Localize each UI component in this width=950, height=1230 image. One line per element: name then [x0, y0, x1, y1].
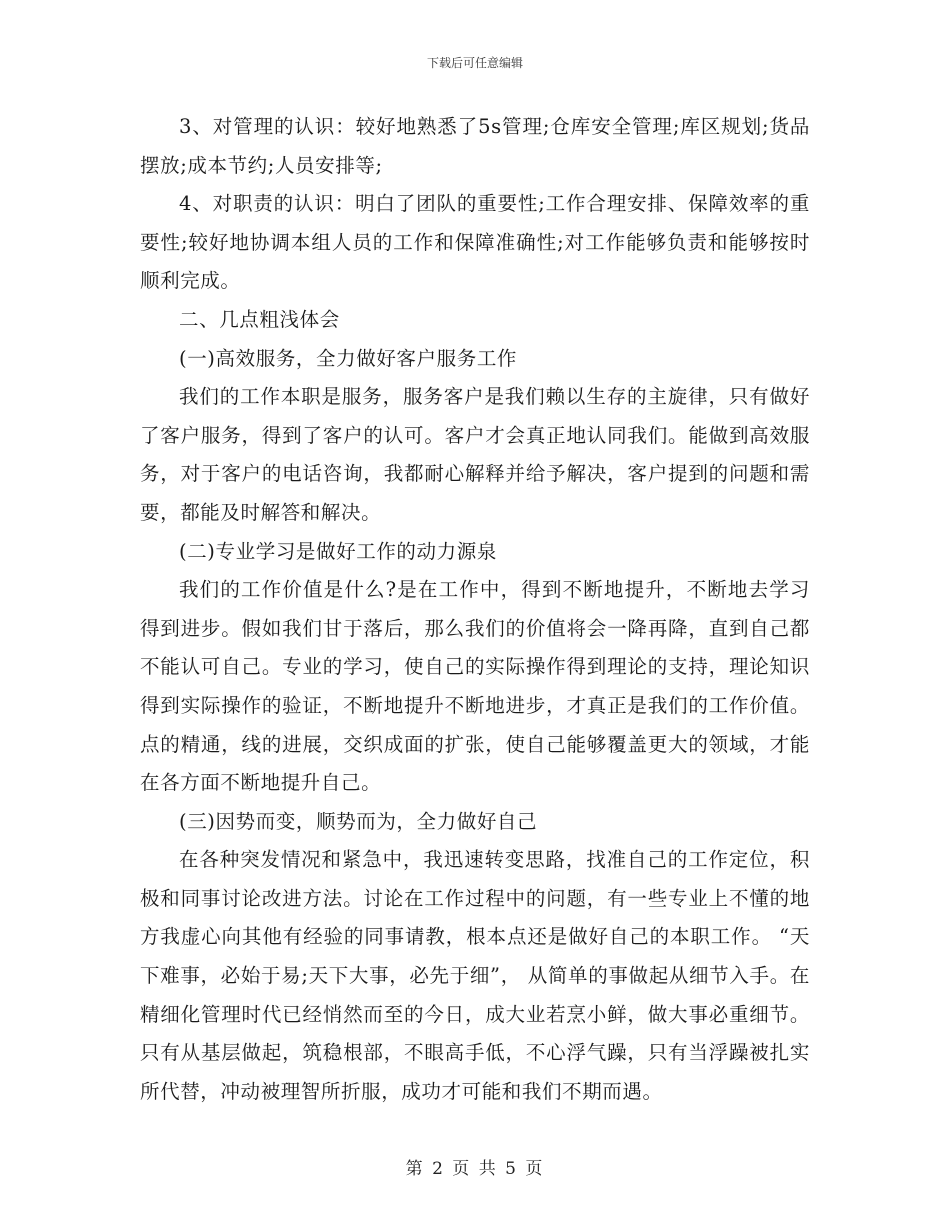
paragraph-management-awareness: 3、对管理的认识：较好地熟悉了5s管理;仓库安全管理;库区规划;货品摆放;成本节约;人员安排等;: [140, 115, 810, 177]
paragraph-responsibility-awareness: 4、对职责的认识：明白了团队的重要性;工作合理安排、保障效率的重要性;较好地协调本组人员的工作和保障准确性;对工作能够负责和能够按时顺利完成。: [140, 192, 810, 293]
paragraph-work-value: 我们的工作价值是什么?是在工作中，得到不断地提升，不断地去学习得到进步。假如我们甘于落后，那么我们的价值将会一降再降，直到自己都不能认可自己。专业的学习，使自己的实际操作得到理论的支持，理论知识得到实际操作的验证，不断地提升不断地进步，才真正是我们的工作价值。点的精通，线的进展，交织成面的扩张，使自己能够覆盖更大的领域，才能在各方面不断地提升自己。: [140, 578, 810, 795]
subheading-professional-learning: (二)专业学习是做好工作的动力源泉: [179, 539, 497, 563]
subheading-efficient-service: (一)高效服务，全力做好客户服务工作: [179, 346, 518, 370]
paragraph-customer-service: 我们的工作本职是服务，服务客户是我们赖以生存的主旋律，只有做好了客户服务，得到了客户的认可。客户才会真正地认同我们。能做到高效服务，对于客户的电话咨询，我都耐心解释并给予解决，客户提到的问题和需要，都能及时解答和解决。: [140, 385, 810, 524]
paragraph-emergency-handling: 在各种突发情况和紧急中，我迅速转变思路，找准自己的工作定位，积极和同事讨论改进方法。讨论在工作过程中的问题，有一些专业上不懂的地方我虚心向其他有经验的同事请教，根本点还是做好自己的本职工作。 “天下难事，必始于易;天下大事，必先于细”， 从简单的事做起从细节入手。在精细化管理时代已经悄然而至的今日，成大业若烹小鲜，做大事必重细节。只有从基层做起，筑稳根部，不眼高手低，不心浮气躁，只有当浮躁被扎实所代替，冲动被理智所折服，成功才可能和我们不期而遇。: [140, 848, 810, 1103]
subheading-adapt-to-change: (三)因势而变，顺势而为，全力做好自己: [179, 809, 538, 833]
document-body: [140, 108, 810, 1111]
page-footer: 第 2 页 共 5 页: [405, 1159, 545, 1179]
page-header: 下载后可任意编辑: [426, 56, 523, 70]
section-heading-experience: 二、几点粗浅体会: [179, 307, 340, 331]
